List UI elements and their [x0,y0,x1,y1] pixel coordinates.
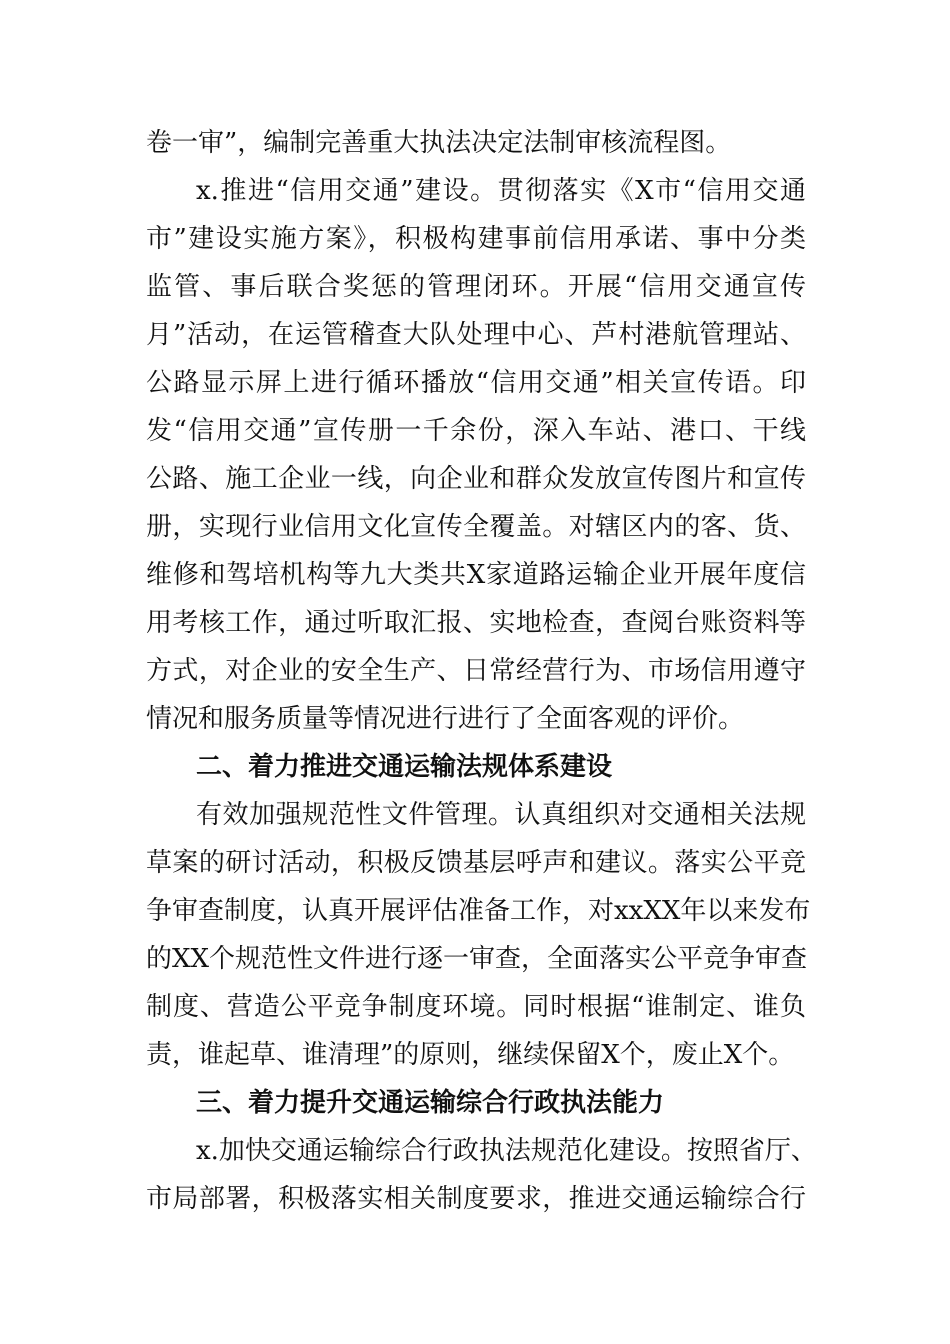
text-line: 草案的研讨活动，积极反馈基层呼声和建议。落实公平竞 [146,848,806,878]
text-line: 责，谁起草、谁清理”的原则，继续保留X个，废止X个。 [146,1040,795,1070]
text-line: 方式，对企业的安全生产、日常经营行为、市场信用遵守 [146,656,806,686]
text-line: 争审查制度，认真开展评估准备工作，对xxXX年以来发布 [146,896,811,926]
text-line: 卷一审”，编制完善重大执法决定法制审核流程图。 [146,128,732,158]
text-line: 发“信用交通”宣传册一千余份，深入车站、港口、干线 [146,416,806,446]
section-heading: 三、着力提升交通运输综合行政执法能力 [196,1088,665,1118]
text-line: 有效加强规范性文件管理。认真组织对交通相关法规 [196,800,806,830]
text-line: 制度、营造公平竞争制度环境。同时根据“谁制定、谁负 [146,992,806,1022]
text-line: 公路、施工企业一线，向企业和群众发放宣传图片和宣传 [146,464,806,494]
text-line: 维修和驾培机构等九大类共X家道路运输企业开展年度信 [146,560,806,590]
text-line: 的XX个规范性文件进行逐一审查，全面落实公平竞争审查 [146,944,808,974]
text-line: x.推进“信用交通”建设。贯彻落实《X市“信用交通 [196,176,806,206]
text-line: 情况和服务质量等情况进行进行了全面客观的评价。 [146,704,745,734]
text-line: 市局部署，积极落实相关制度要求，推进交通运输综合行 [146,1184,806,1214]
section-heading: 二、着力推进交通运输法规体系建设 [196,752,613,782]
text-line: 月”活动，在运管稽查大队处理中心、芦村港航管理站、 [146,320,806,350]
text-line: 公路显示屏上进行循环播放“信用交通”相关宣传语。印 [146,368,806,398]
text-line: 监管、事后联合奖惩的管理闭环。开展“信用交通宣传 [146,272,806,302]
text-line: 册，实现行业信用文化宣传全覆盖。对辖区内的客、货、 [146,512,806,542]
text-line: 用考核工作，通过听取汇报、实地检查，查阅台账资料等 [146,608,806,638]
text-line: x.加快交通运输综合行政执法规范化建设。按照省厅、 [196,1136,817,1166]
text-line: 市”建设实施方案》，积极构建事前信用承诺、事中分类 [146,224,806,254]
